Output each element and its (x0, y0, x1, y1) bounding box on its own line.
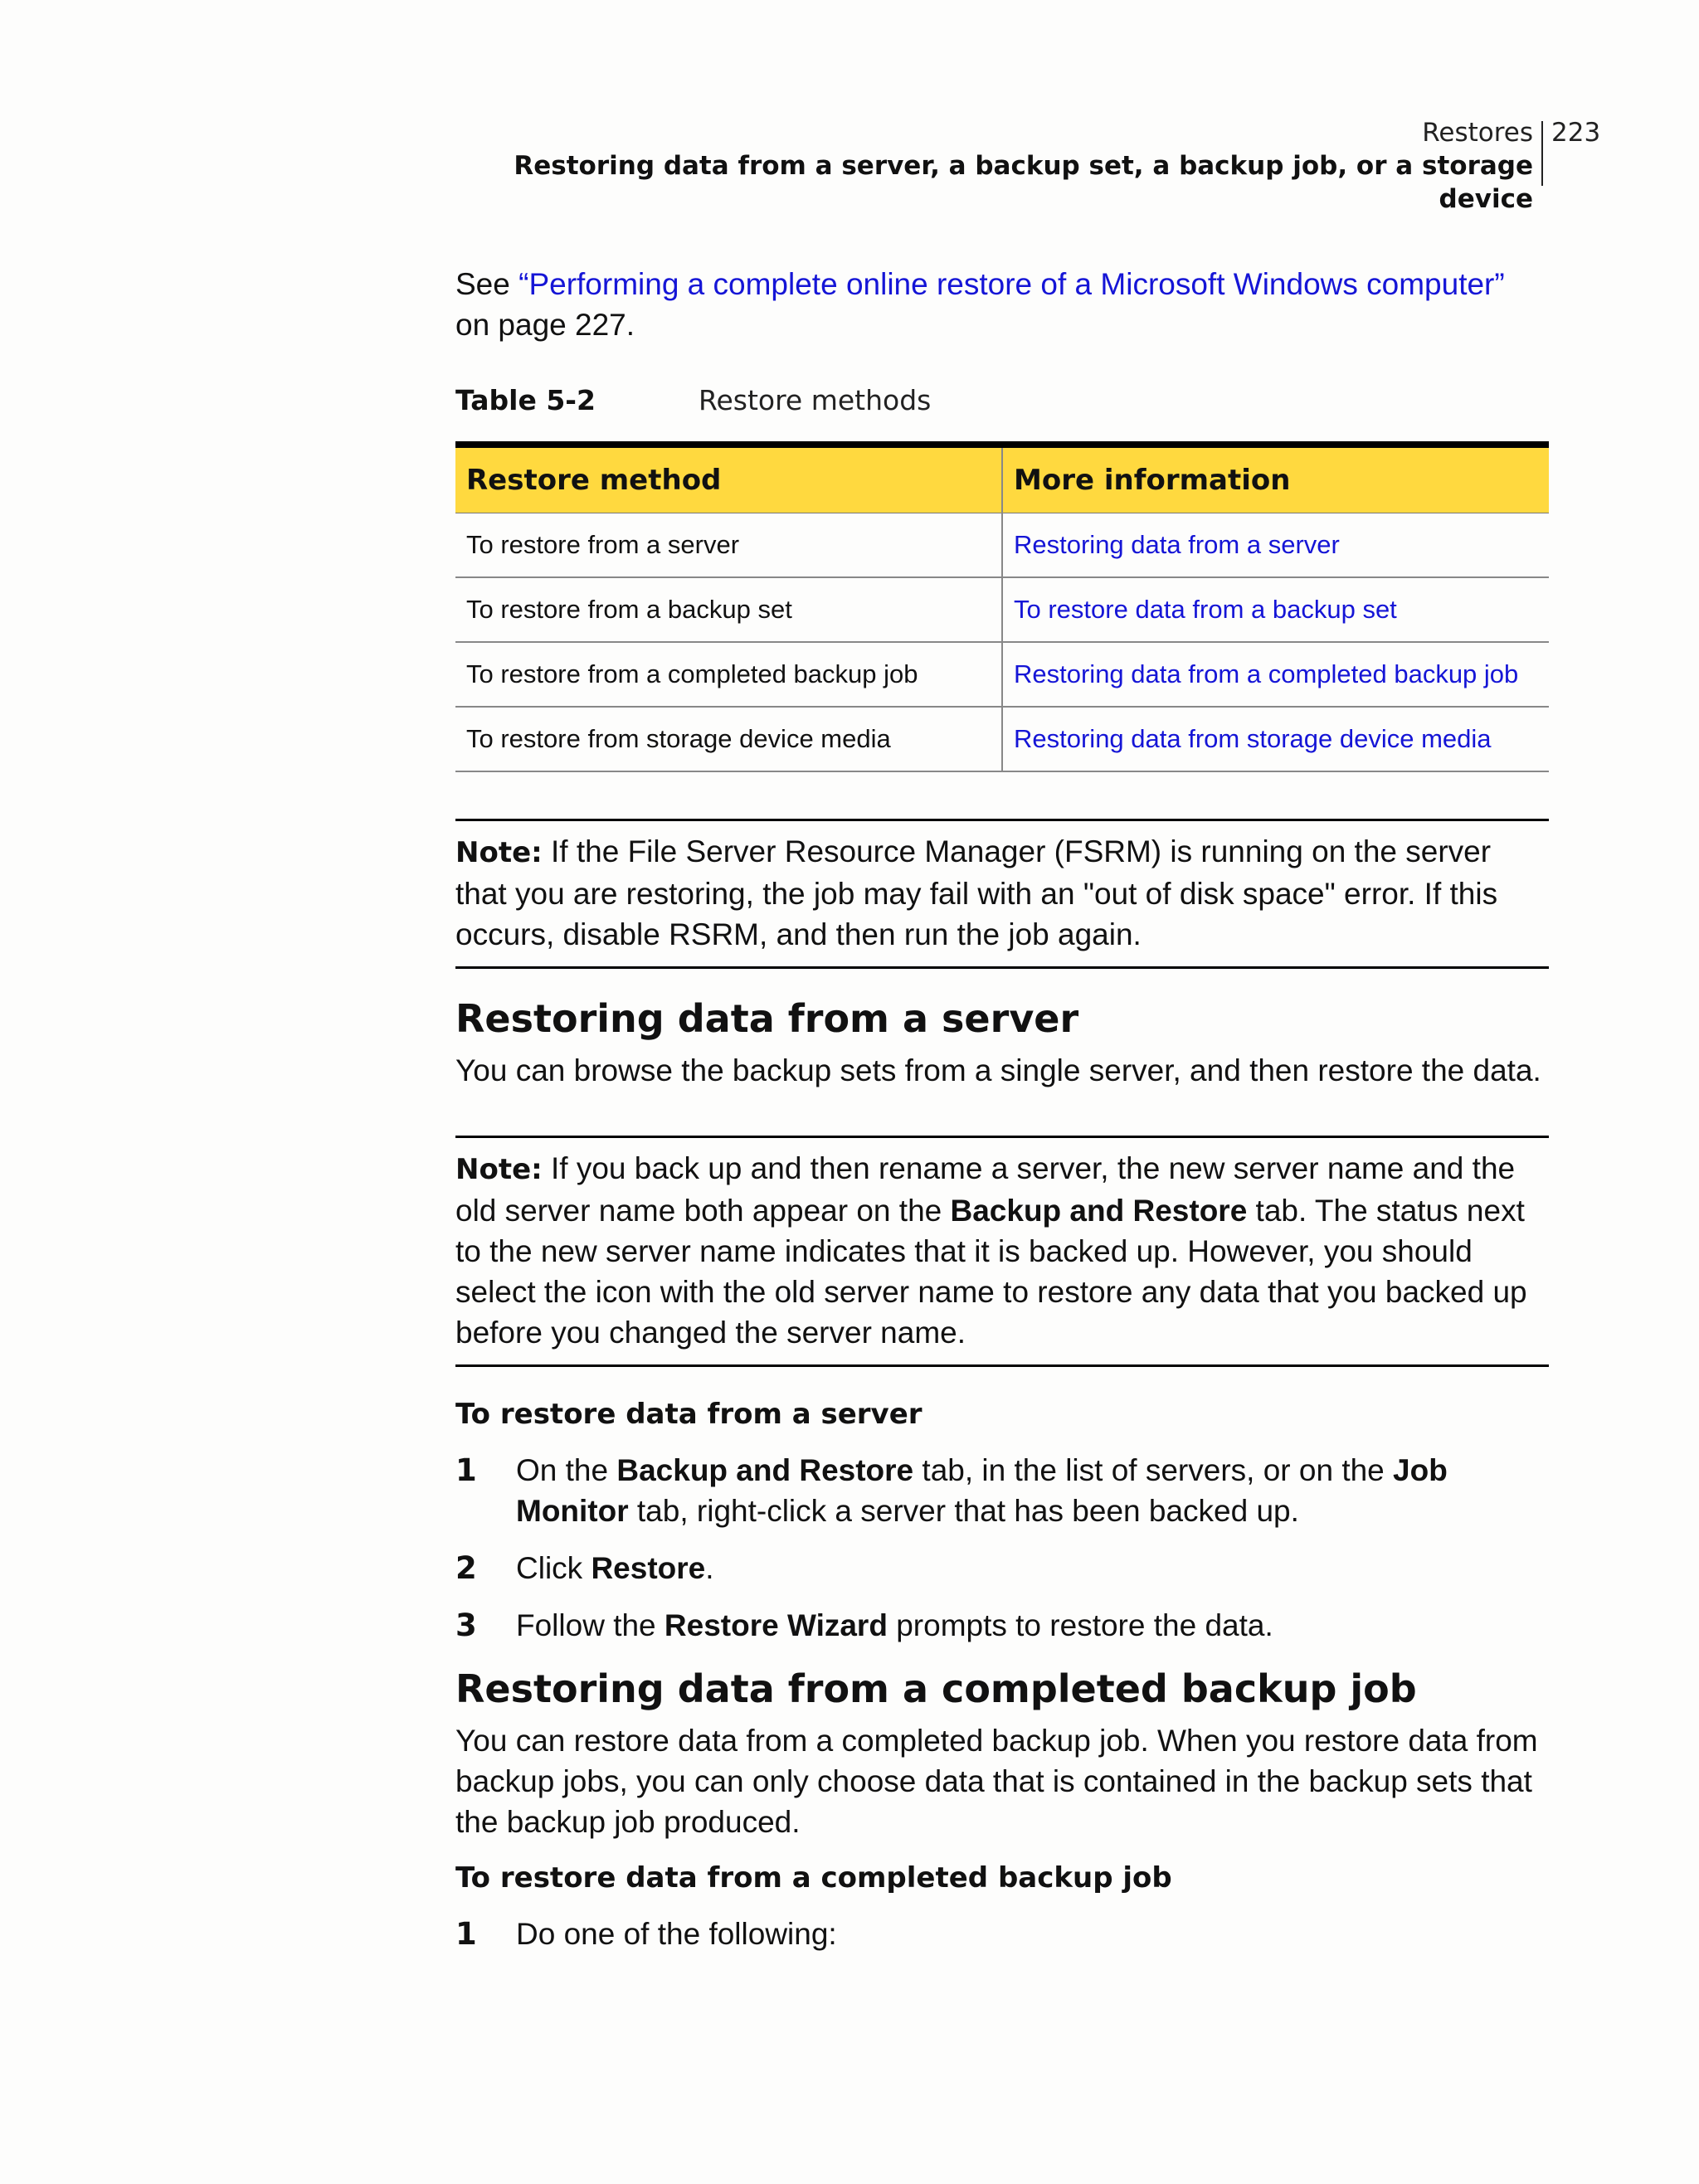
procedure-steps-restore-from-backup-job (455, 1914, 1549, 1954)
column-header-restore-method: Restore method (455, 445, 1002, 513)
backup-and-restore-tab-ref: Backup and Restore (616, 1453, 914, 1487)
step-number: 2 (455, 1550, 477, 1586)
restore-method-cell: To restore from a server (455, 513, 1002, 578)
backup-and-restore-tab-ref: Backup and Restore (950, 1194, 1248, 1228)
cross-reference-link[interactable]: “Performing a complete online restore of a Microsoft Windows computer” (518, 267, 1505, 301)
section-heading-restore-from-server: Restoring data from a server (455, 996, 1079, 1041)
table-caption (455, 380, 1549, 421)
step-text-part: On the (516, 1453, 617, 1487)
main-content (455, 264, 1549, 1954)
table-row (455, 707, 1549, 771)
page-reference-text: on page 227. (455, 308, 635, 342)
procedure-heading-restore-from-backup-job: To restore data from a completed backup job (455, 1861, 1172, 1895)
section-intro-restore-from-server: You can browse the backup sets from a single server, and then restore the data. (455, 1053, 1541, 1087)
restore-method-cell: To restore from storage device media (455, 707, 1002, 771)
more-information-link[interactable]: Restoring data from a completed backup job (1002, 642, 1549, 707)
more-information-link[interactable]: Restoring data from storage device media (1002, 707, 1549, 771)
note-text-part: If you back up and then rename a server, the new server name and the old server name both appear on the (455, 1151, 1516, 1228)
procedure-step (455, 1548, 1549, 1588)
table-row (455, 577, 1549, 642)
step-number: 1 (455, 1916, 477, 1952)
note-rename-server (455, 1136, 1549, 1367)
section-heading-restore-from-backup-job: Restoring data from a completed backup job (455, 1666, 1417, 1711)
running-header-text (415, 116, 1533, 216)
procedure-heading-restore-from-server: To restore data from a server (455, 1398, 923, 1431)
header-divider (1541, 121, 1543, 186)
table-row (455, 642, 1549, 707)
table-header-row (455, 445, 1549, 513)
step-text-part: . (705, 1551, 714, 1585)
step-text-part: prompts to restore the data. (887, 1608, 1273, 1642)
more-information-link[interactable]: Restoring data from a server (1002, 513, 1549, 578)
section-title: Restoring data from a server, a backup set, a backup job, or a storage device (514, 151, 1533, 214)
table-row (455, 513, 1549, 578)
procedure-steps-restore-from-server (455, 1450, 1549, 1646)
procedure-step (455, 1914, 1549, 1954)
restore-wizard-ref: Restore Wizard (664, 1608, 888, 1642)
page-number: 223 (1551, 118, 1601, 148)
running-header (415, 116, 1609, 214)
note-fsrm-text (455, 831, 1549, 955)
note-text-part: tab. The status next to the new server name indicates that it is backed up. However, you should select the icon with the old server name to restore any data that you backed up before you changed the server name. (455, 1194, 1527, 1350)
note-body: If the File Server Resource Manager (FSRM) is running on the server that you are restoring, the job may fail with an "out of disk space" error. If this occurs, disable RSRM, and then run the job again. (455, 834, 1498, 951)
note-label: Note: (455, 1153, 543, 1186)
column-header-more-information: More information (1002, 445, 1549, 513)
restore-methods-table (455, 441, 1549, 772)
step-number: 3 (455, 1608, 477, 1643)
restore-command-ref: Restore (591, 1551, 706, 1585)
step-text-part: Click (516, 1551, 591, 1585)
step-text-part: tab, right-click a server that has been backed up. (628, 1494, 1299, 1528)
step-number: 1 (455, 1452, 477, 1488)
note-fsrm (455, 819, 1549, 969)
chapter-title: Restores (1422, 118, 1533, 148)
table-number: Table 5-2 (455, 384, 596, 416)
step-text-part: Follow the (516, 1608, 665, 1642)
see-text: See (455, 267, 519, 301)
note-label: Note: (455, 836, 543, 869)
section-intro-restore-from-backup-job: You can restore data from a completed backup job. When you restore data from backup jobs, you can only choose data that is contained in the backup sets that the backup job produced. (455, 1724, 1538, 1839)
procedure-step (455, 1450, 1549, 1531)
note-rename-text (455, 1148, 1549, 1353)
table-title: Restore methods (699, 384, 932, 416)
restore-method-cell: To restore from a completed backup job (455, 642, 1002, 707)
procedure-step (455, 1605, 1549, 1646)
restore-method-cell: To restore from a backup set (455, 577, 1002, 642)
more-information-link[interactable]: To restore data from a backup set (1002, 577, 1549, 642)
job-monitor-tab-ref: Job Monitor (516, 1453, 1448, 1528)
step-text: Do one of the following: (516, 1917, 837, 1951)
step-text-part: tab, in the list of servers, or on the (913, 1453, 1394, 1487)
intro-paragraph (455, 264, 1549, 345)
